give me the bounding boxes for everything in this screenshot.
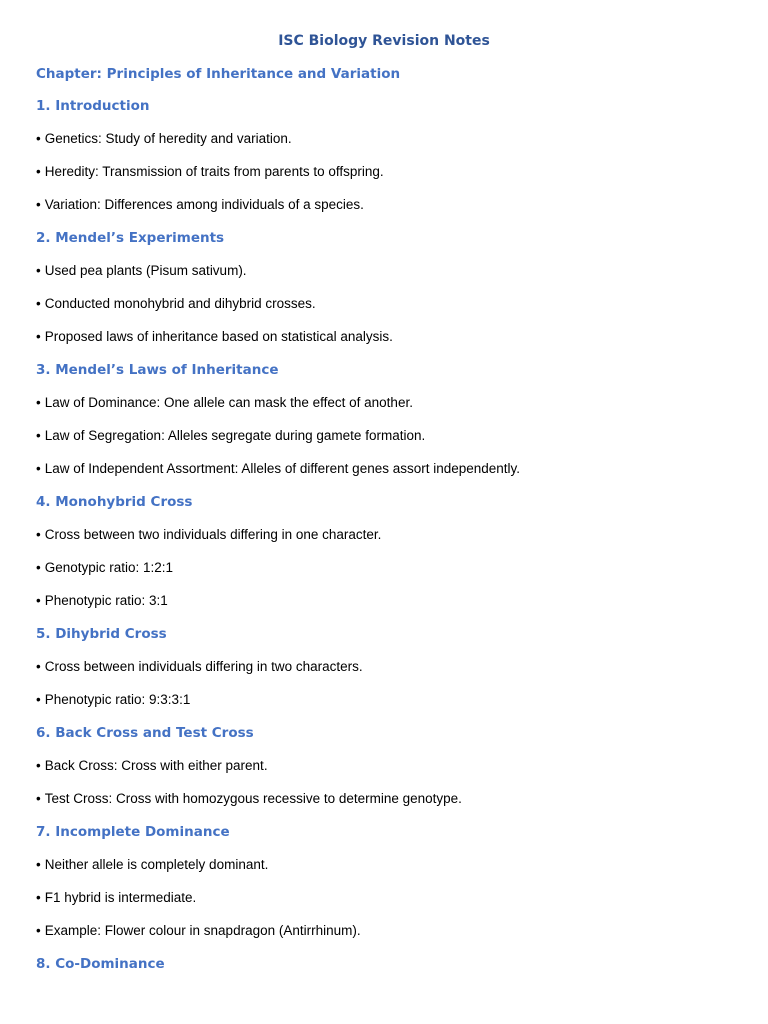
- bullet-text: Genetics: Study of heredity and variation.: [44, 131, 292, 146]
- bullet-icon: •: [36, 197, 41, 212]
- bullet-icon: •: [36, 395, 41, 410]
- bullet-icon: •: [36, 131, 41, 146]
- bullet-item: [36, 393, 736, 413]
- bullet-item: [36, 789, 736, 809]
- bullet-text: Law of Independent Assortment: Alleles of different genes assort independently.: [44, 461, 521, 476]
- bullet-item: [36, 855, 736, 875]
- bullet-item: [36, 756, 736, 776]
- bullet-icon: •: [36, 527, 41, 542]
- bullet-text: Phenotypic ratio: 3:1: [44, 593, 168, 608]
- section-heading: 2. Mendel’s Experiments: [36, 230, 225, 246]
- bullet-item: [36, 327, 736, 347]
- bullet-text: Heredity: Transmission of traits from parents to offspring.: [44, 164, 384, 179]
- bullet-text: Conducted monohybrid and dihybrid crosses.: [44, 296, 316, 311]
- bullet-text: Phenotypic ratio: 9:3:3:1: [44, 692, 191, 707]
- document-title: ISC Biology Revision Notes: [278, 33, 490, 49]
- bullet-icon: •: [36, 758, 41, 773]
- bullet-item: [36, 459, 736, 479]
- bullet-icon: •: [36, 263, 41, 278]
- bullet-item: [36, 657, 736, 677]
- bullet-icon: •: [36, 560, 41, 575]
- bullet-item: [36, 888, 736, 908]
- bullet-icon: •: [36, 428, 41, 443]
- section-heading: 4. Monohybrid Cross: [36, 494, 193, 510]
- section-heading: 1. Introduction: [36, 98, 150, 114]
- bullet-item: [36, 162, 736, 182]
- bullet-text: Back Cross: Cross with either parent.: [44, 758, 268, 773]
- bullet-item: [36, 591, 736, 611]
- section-heading: 5. Dihybrid Cross: [36, 626, 167, 642]
- section-heading: 6. Back Cross and Test Cross: [36, 725, 254, 741]
- bullet-icon: •: [36, 593, 41, 608]
- bullet-text: Cross between two individuals differing in one character.: [44, 527, 382, 542]
- bullet-item: [36, 921, 736, 941]
- bullet-text: Genotypic ratio: 1:2:1: [44, 560, 174, 575]
- section-heading: 3. Mendel’s Laws of Inheritance: [36, 362, 279, 378]
- bullet-text: Neither allele is completely dominant.: [44, 857, 269, 872]
- bullet-item: [36, 525, 736, 545]
- bullet-icon: •: [36, 659, 41, 674]
- bullet-text: Example: Flower colour in snapdragon (Antirrhinum).: [44, 923, 361, 938]
- bullet-item: [36, 195, 736, 215]
- bullet-icon: •: [36, 857, 41, 872]
- bullet-icon: •: [36, 296, 41, 311]
- bullet-icon: •: [36, 329, 41, 344]
- chapter-heading: Chapter: Principles of Inheritance and Variation: [36, 66, 401, 82]
- section-heading: 7. Incomplete Dominance: [36, 824, 230, 840]
- bullet-text: Test Cross: Cross with homozygous recessive to determine genotype.: [44, 791, 462, 806]
- bullet-icon: •: [36, 461, 41, 476]
- bullet-item: [36, 558, 736, 578]
- bullet-item: [36, 261, 736, 281]
- bullet-icon: •: [36, 791, 41, 806]
- bullet-text: Used pea plants (Pisum sativum).: [44, 263, 247, 278]
- bullet-icon: •: [36, 692, 41, 707]
- bullet-icon: •: [36, 923, 41, 938]
- document-content: [36, 96, 736, 987]
- bullet-text: Law of Segregation: Alleles segregate during gamete formation.: [44, 428, 426, 443]
- bullet-icon: •: [36, 164, 41, 179]
- bullet-icon: •: [36, 890, 41, 905]
- bullet-item: [36, 690, 736, 710]
- bullet-item: [36, 129, 736, 149]
- bullet-item: [36, 426, 736, 446]
- bullet-text: Law of Dominance: One allele can mask the effect of another.: [44, 395, 413, 410]
- bullet-text: Cross between individuals differing in two characters.: [44, 659, 363, 674]
- bullet-text: Proposed laws of inheritance based on statistical analysis.: [44, 329, 393, 344]
- bullet-text: Variation: Differences among individuals of a species.: [44, 197, 364, 212]
- bullet-text: F1 hybrid is intermediate.: [44, 890, 197, 905]
- section-heading: 8. Co-Dominance: [36, 956, 165, 972]
- bullet-item: [36, 294, 736, 314]
